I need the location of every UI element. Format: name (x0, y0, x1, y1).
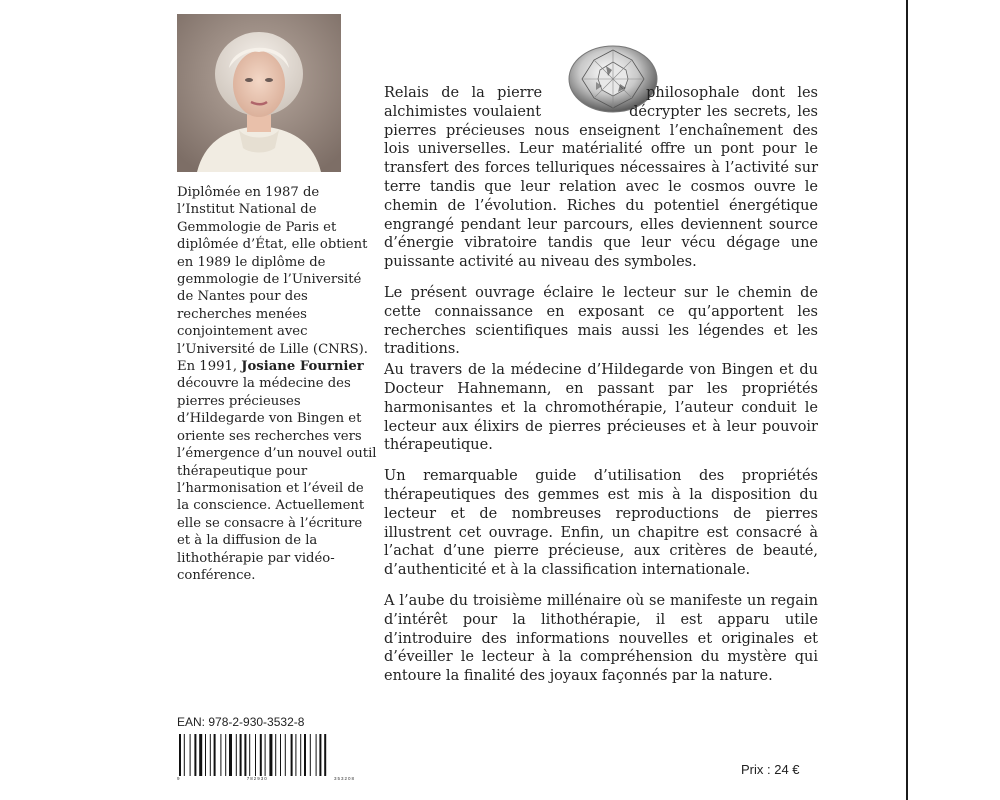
barcode-bar (249, 734, 250, 776)
barcode-bar (214, 734, 216, 776)
author-biography (177, 184, 377, 584)
ean-label: EAN: 978-2-930-3532-8 (177, 715, 305, 729)
barcode-bar (205, 734, 206, 776)
barcode-image (177, 734, 355, 778)
barcode-bar (324, 734, 326, 776)
description-paragraph: A l’aube du troisième millénaire où se manifeste un regain d’intérêt pour la lithothérapie, il est apparu utile d’introduire des informations nouvelles et originales et d’éveiller le lecteur à la compréhension du mystère qui entoure la finalité des joyaux façonnés par la nature. (384, 592, 818, 685)
barcode-bar (236, 734, 237, 776)
main-description (384, 84, 818, 698)
barcode-bar (319, 734, 321, 776)
barcode-bar (304, 734, 306, 776)
description-text: Relais de la pierre (384, 85, 543, 101)
description-paragraph: Un remarquable guide d’utilisation des propriétés thérapeutiques des gemmes est mis à la disposition du lecteur et de nombreuses reproductions de pierres illustrent cet ouvrage. Enfin, un chapitre est consacré à l’achat d’une pierre précieuse, aux critères de beauté, d’authenticité et à la classification internationale. (384, 468, 818, 579)
bio-paragraph (177, 358, 377, 584)
barcode-bar (244, 734, 246, 776)
barcode-bar (220, 734, 221, 776)
description-paragraph: Au travers de la médecine d’Hildegarde von Bingen et du Docteur Hahnemann, en passant par les propriétés harmonisantes et la chromothérapie, l’auteur conduit le lecteur aux élixirs de pierres précieuses et à leur pouvoir thérapeutique. (384, 362, 818, 454)
description-text: décrypter les secrets, les pierres précieuses nous enseignent l’enchaînement des lois universelles. Leur matérialité offre un pont pour le transfert des forces telluriques nécessaires à l’activité sur terre tandis que leur relation avec le cosmos ouvre le chemin de l’évolution. Riches du potentiel énergétique engrangé pendant leur parcours, elles deviennent source d’énergie vibratoire tandis que leur vécu dégage une puissante activité au niveau des symboles. (384, 103, 818, 271)
barcode-bar (285, 734, 286, 776)
barcode-bar (291, 734, 293, 776)
author-portrait-image (177, 14, 341, 172)
barcode-bar (295, 734, 296, 776)
barcode-digit-group: 9 (177, 776, 181, 781)
barcode-bar (275, 734, 276, 776)
barcode-bar (225, 734, 226, 776)
barcode-bar (300, 734, 301, 776)
barcode-bar (280, 734, 281, 776)
barcode-bar (184, 734, 185, 776)
barcode-bar (229, 734, 232, 776)
author-name: Josiane Fournier (241, 359, 364, 375)
price-label: Prix : 24 € (741, 762, 800, 777)
barcode-bar (310, 734, 311, 776)
barcode-bar (316, 734, 317, 776)
description-paragraph (384, 84, 818, 272)
barcode-digits (177, 776, 355, 781)
bio-paragraph: Diplômée en 1987 de l’Institut National de Gemmologie de Paris et diplômée d’État, elle obtient en 1989 le diplôme de gemmologie de l’Université de Nantes pour des recherches menées conjointement avec l’Université de Lille (CNRS). (177, 185, 368, 357)
description-text: philosophale dont les alchimistes voulaient (384, 85, 818, 120)
barcode-bar (269, 734, 272, 776)
barcode-bar (190, 734, 191, 776)
barcode-bar (179, 734, 181, 776)
page-edge-rule (906, 0, 908, 800)
barcode-bar (255, 734, 256, 776)
barcode-bar (240, 734, 242, 776)
barcode-bar (210, 734, 211, 776)
barcode-bar (199, 734, 202, 776)
barcode-digit-group: 353208 (333, 776, 355, 781)
barcode-bar (265, 734, 266, 776)
bio-text: découvre la médecine des pierres précieuses d’Hildegarde von Bingen et oriente ses recherches vers l’émergence d’un nouvel outil thérapeutique pour l’harmonisation et l’éveil de la conscience. Actuellement elle se consacre à l’écriture et à la diffusion de la lithothérapie par vidéo-conférence. (177, 376, 377, 583)
description-paragraph: Le présent ouvrage éclaire le lecteur sur le chemin de cette connaissance en exposant ce qu’apportent les recherches scientifiques mais aussi les légendes et les traditions. (384, 284, 818, 358)
bio-text: En 1991, (177, 359, 242, 375)
barcode-bar (260, 734, 262, 776)
barcode-bar (194, 734, 196, 776)
barcode-digit-group: 782930 (246, 776, 268, 781)
